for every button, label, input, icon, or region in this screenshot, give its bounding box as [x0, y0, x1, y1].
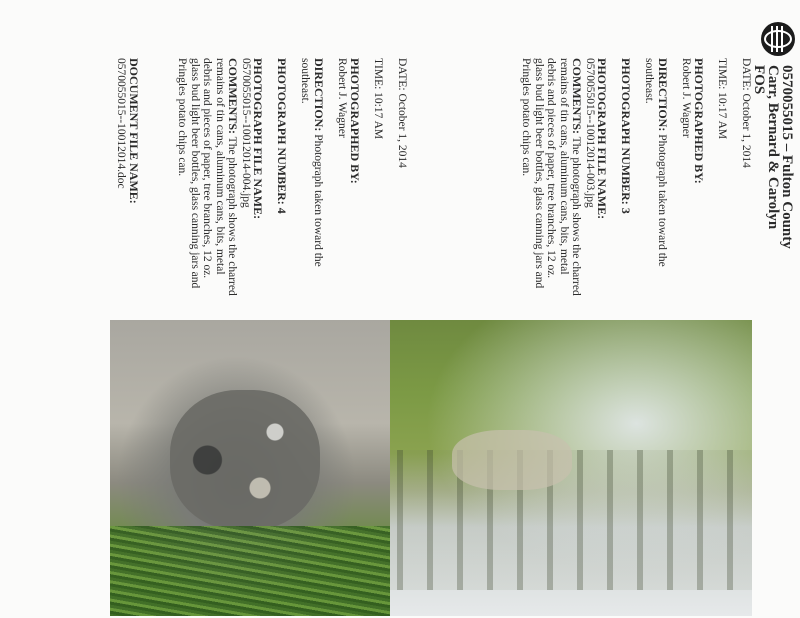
photo4-file-name: 0570055015--10012014-004.jpg [240, 58, 252, 208]
photo4-comments-text: The photograph shows the charred remains of tin cans, aluminum cans, bits, metal debris and pieces of paper, tree branches, 12 oz. glass bud light beer bottles, glass canning jars and Pringles potato chips can. [176, 58, 239, 296]
document-title [752, 65, 794, 605]
photo3-photographed-by: Robert J. Wagner [680, 58, 693, 138]
photo3-direction-label: DIRECTION: [656, 58, 670, 132]
photo3-file-name: 0570055015--10012014-003.jpg [584, 58, 596, 208]
photo4-direction [299, 58, 325, 298]
doc-file-label: DOCUMENT FILE NAME: [127, 58, 141, 204]
photo3-comments-label: COMMENTS: [570, 58, 585, 134]
doc-file-name: 0570055015--10012014.doc [115, 58, 128, 189]
agency-logo-icon [761, 22, 795, 56]
photo4-file [240, 58, 265, 298]
photo3-file [584, 58, 609, 298]
photo3-direction-text: Photograph taken toward the southeast. [643, 58, 668, 267]
title-line-2: Carr, Bernard & Carolyn [765, 65, 781, 230]
photo4-details [165, 58, 408, 298]
photo4-photographed-by-label: PHOTOGRAPHED BY: [348, 58, 362, 184]
photo3-file-label: PHOTOGRAPH FILE NAME: [595, 58, 610, 220]
photo3-photographer [680, 58, 705, 298]
photo4-comments [176, 58, 240, 298]
photo4-direction-label: DIRECTION: [312, 58, 326, 132]
photo4-number: PHOTOGRAPH NUMBER: 4 [275, 58, 289, 214]
photo3-number: PHOTOGRAPH NUMBER: 3 [619, 58, 633, 214]
photo4-file-label: PHOTOGRAPH FILE NAME: [251, 58, 266, 220]
photo4-comments-label: COMMENTS: [226, 58, 241, 134]
photo4-photographer [336, 58, 361, 298]
photo3-comments [520, 58, 584, 298]
photograph-4-image [110, 320, 390, 616]
title-line-3: FOS [751, 65, 767, 95]
photo3-direction [643, 58, 669, 298]
document-footer [115, 58, 140, 298]
title-line-1: 0570055015 – Fulton County [779, 65, 795, 249]
photo4-direction-text: Photograph taken toward the southeast. [299, 58, 324, 267]
photo3-time: TIME: 10:17 AM [716, 58, 729, 140]
photo3-details [509, 58, 752, 298]
photograph-3-image [367, 320, 752, 616]
photo4-date: DATE: October 1, 2014 [396, 58, 408, 168]
photo3-photographed-by-label: PHOTOGRAPHED BY: [692, 58, 706, 184]
photo3-comments-text: The photograph shows the charred remains of tin cans, aluminum cans, bits, metal debris and pieces of paper, tree branches, 12 oz. glass bud light beer bottles, glass canning jars and Pringles potato chips can. [520, 58, 583, 296]
photo4-photographed-by: Robert J. Wagner [336, 58, 349, 138]
photo4-time: TIME: 10:17 AM [372, 58, 385, 140]
photo3-date: DATE: October 1, 2014 [740, 58, 752, 168]
